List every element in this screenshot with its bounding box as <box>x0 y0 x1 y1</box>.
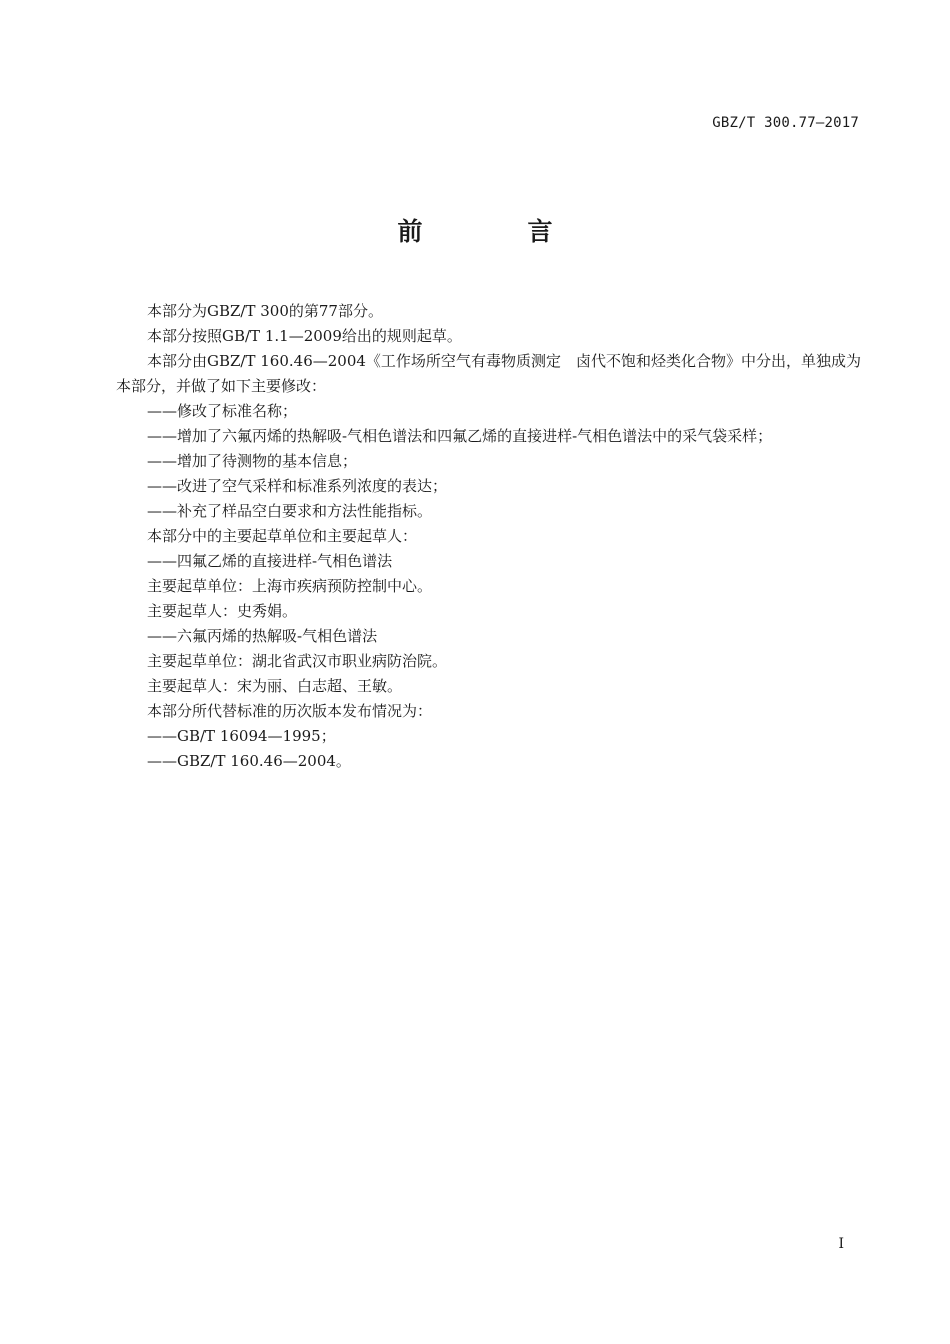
list-item: ——修改了标准名称； <box>147 402 298 420</box>
list-item: ——六氟丙烯的热解吸-气相色谱法 <box>147 627 378 645</box>
paragraph: 本部分为GBZ/T 300的第77部分。 <box>147 302 383 320</box>
document-code: GBZ/T 300.77—2017 <box>712 115 859 131</box>
paragraph: 主要起草人：史秀娟。 <box>147 602 298 620</box>
foreword-body <box>116 299 861 774</box>
list-item: ——四氟乙烯的直接进样-气相色谱法 <box>147 552 393 570</box>
list-item: ——增加了待测物的基本信息； <box>147 452 358 470</box>
list-item: ——补充了样品空白要求和方法性能指标。 <box>147 502 433 520</box>
paragraph: 本部分所代替标准的历次版本发布情况为： <box>147 702 433 720</box>
paragraph: 本部分由GBZ/T 160.46—2004《工作场所空气有毒物质测定 卤代不饱和烃类化合物》中分出，单独成为本部分，并做了如下主要修改： <box>116 352 861 395</box>
list-item: ——增加了六氟丙烯的热解吸-气相色谱法和四氟乙烯的直接进样-气相色谱法中的采气袋采样； <box>147 427 773 445</box>
list-item: ——GB/T 16094—1995； <box>147 727 336 745</box>
page-title: 前 言 <box>397 217 593 246</box>
list-item: ——改进了空气采样和标准系列浓度的表达； <box>147 477 448 495</box>
paragraph: 主要起草人：宋为丽、白志超、王敏。 <box>147 677 403 695</box>
paragraph: 本部分按照GB/T 1.1—2009给出的规则起草。 <box>147 327 462 345</box>
paragraph: 本部分中的主要起草单位和主要起草人： <box>147 527 418 545</box>
page-number: I <box>838 1236 844 1252</box>
list-item: ——GBZ/T 160.46—2004。 <box>147 752 351 770</box>
paragraph: 主要起草单位：湖北省武汉市职业病防治院。 <box>147 652 448 670</box>
paragraph: 主要起草单位：上海市疾病预防控制中心。 <box>147 577 433 595</box>
